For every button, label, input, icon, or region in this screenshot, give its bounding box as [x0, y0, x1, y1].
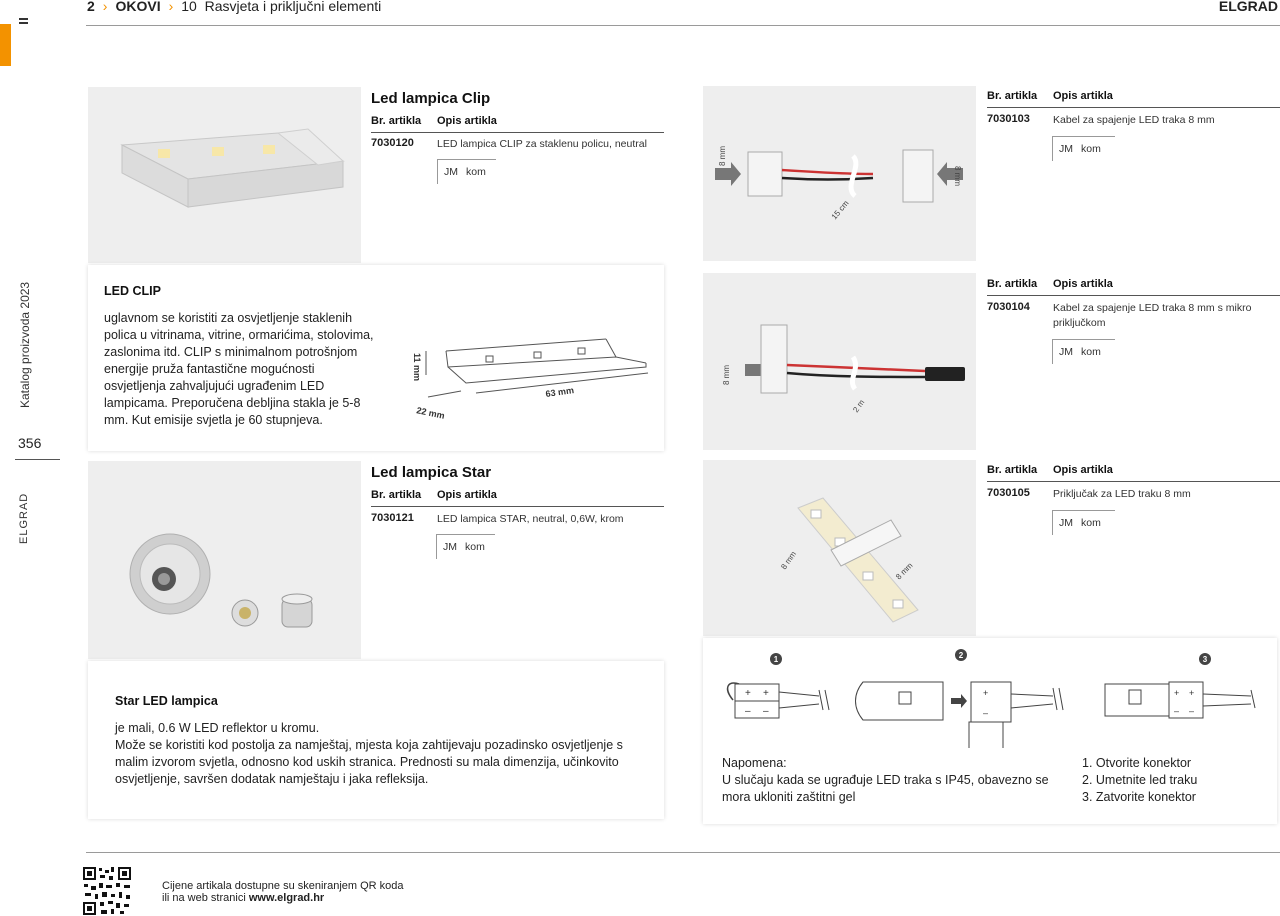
step-item: 1. Otvorite konektor: [1082, 756, 1192, 770]
installation-steps-list: [1082, 755, 1262, 806]
svg-text:–: –: [745, 706, 751, 717]
article-code: 7030105: [987, 487, 1030, 499]
cable-connector-illustration: [703, 86, 976, 261]
column-code: Br. artikla: [371, 489, 422, 501]
article-desc: LED lampica STAR, neutral, 0,6W, krom: [437, 513, 624, 525]
table-header: [987, 464, 1113, 476]
dim-label: 8 mm: [953, 166, 962, 186]
breadcrumb: [87, 0, 381, 14]
unit-label: JM: [444, 166, 458, 178]
chevron-right-icon: ›: [102, 0, 108, 14]
step-3-number: 3: [1202, 655, 1208, 664]
header-divider: [86, 25, 1280, 26]
footer-line-2-prefix: ili na web stranici: [162, 892, 249, 904]
svg-text:+: +: [763, 688, 769, 699]
dim-label: 8 mm: [718, 146, 727, 166]
product-image-cable-2m: [703, 273, 976, 450]
card-line: uglavnom se koristiti za osvjetljenje staklenih: [104, 311, 353, 325]
dim-label: 2 m: [851, 398, 867, 415]
rail-brand: ELGRAD: [18, 492, 30, 544]
article-code: 7030103: [987, 113, 1030, 125]
column-desc: Opis artikla: [1053, 90, 1113, 102]
table-header: [371, 115, 497, 127]
table-rule: [371, 506, 664, 507]
card-title: LED CLIP: [104, 284, 161, 298]
catalog-label: Katalog proizvoda 2023: [18, 281, 32, 408]
clip-description-card: [88, 265, 664, 451]
card-line: energije pruža fantastične mogućnosti: [104, 362, 315, 376]
dim-depth-label: 22 mm: [415, 405, 446, 421]
unit-box: [437, 159, 496, 184]
table-row: [371, 137, 647, 152]
card-line: lampicama. Preporučena debljina stakla je 5-8: [104, 396, 361, 410]
unit-box: [436, 534, 495, 559]
product-image-connector: [703, 460, 976, 636]
column-code: Br. artikla: [987, 278, 1038, 290]
qr-code-icon[interactable]: [82, 866, 132, 916]
installation-steps-card: [703, 638, 1277, 824]
column-code: Br. artikla: [987, 90, 1038, 102]
unit-label: JM: [443, 541, 457, 553]
article-desc: [1053, 301, 1251, 331]
note-line: mora ukloniti zaštitni gel: [722, 790, 856, 804]
card-body: [115, 720, 655, 788]
table-rule: [987, 107, 1280, 108]
website-link[interactable]: www.elgrad.hr: [248, 892, 325, 904]
step-item: 3. Zatvorite konektor: [1082, 790, 1196, 804]
chevron-right-icon: ›: [168, 0, 174, 14]
table-row: [987, 301, 1251, 331]
table-row: [987, 487, 1191, 502]
svg-text:+: +: [1174, 688, 1180, 698]
product-image-star: [88, 461, 361, 659]
dim-label: 8 mm: [894, 560, 915, 582]
rail-divider: [15, 459, 60, 460]
product-title: Led lampica Clip: [371, 90, 491, 107]
table-header: [371, 489, 497, 501]
unit-value: kom: [1081, 143, 1101, 155]
step-2-number: 2: [958, 651, 964, 660]
dim-label: 8 mm: [779, 549, 799, 572]
svg-text:+: +: [745, 688, 751, 699]
svg-text:–: –: [1189, 706, 1195, 716]
card-body: [104, 310, 394, 429]
svg-text:–: –: [763, 706, 769, 717]
unit-value: kom: [466, 166, 486, 178]
note-line: U slučaju kada se ugrađuje LED traka s IP45, obavezno se: [722, 773, 1049, 787]
article-desc-line: Kabel za spajenje LED traka 8 mm s mikro: [1053, 302, 1252, 314]
unit-label: JM: [1059, 346, 1073, 358]
card-line: Može se koristiti kod postolja za namještaj, mjesta koja zahtijevaju pozadinsko osvjetljenje s: [115, 738, 623, 752]
column-code: Br. artikla: [987, 464, 1038, 476]
svg-text:–: –: [983, 708, 989, 718]
table-header: [987, 90, 1113, 102]
unit-box: [1052, 136, 1115, 161]
unit-value: kom: [1081, 517, 1101, 529]
svg-text:+: +: [1189, 688, 1195, 698]
table-rule: [987, 481, 1280, 482]
unit-label: JM: [1059, 517, 1073, 529]
unit-value: kom: [1081, 346, 1101, 358]
menu-icon[interactable]: [19, 18, 28, 28]
article-code: 7030121: [371, 512, 414, 524]
star-light-illustration: [88, 461, 361, 659]
table-rule: [987, 295, 1280, 296]
footer-note: [162, 880, 404, 904]
product-image-clip: [88, 87, 361, 263]
page-number: 356: [18, 435, 42, 451]
card-line: zaslonima itd. CLIP s minimalnom potrošnjom: [104, 345, 358, 359]
section-tab-marker: [0, 24, 11, 66]
table-header: [987, 278, 1113, 290]
unit-box: [1052, 510, 1115, 535]
article-desc-line: priključkom: [1053, 317, 1106, 329]
article-desc: LED lampica CLIP za staklenu policu, neutral: [437, 138, 647, 150]
card-line: malim izvorom svjetla, odnosno kod uskih stranica. Prednosti su mala dimenzija, učinkovito: [115, 755, 619, 769]
card-title: Star LED lampica: [115, 694, 218, 708]
unit-value: kom: [465, 541, 485, 553]
breadcrumb-section-number[interactable]: 2: [87, 0, 95, 14]
column-desc: Opis artikla: [437, 115, 497, 127]
article-desc: Priključak za LED traku 8 mm: [1053, 488, 1191, 500]
product-image-cable-15cm: [703, 86, 976, 261]
clip-light-illustration: [88, 87, 361, 263]
step-1-number: 1: [773, 655, 779, 664]
card-line: je mali, 0.6 W LED reflektor u kromu.: [115, 721, 320, 735]
table-row: [371, 512, 624, 527]
article-code: 7030120: [371, 137, 414, 149]
installation-note: [722, 755, 1072, 806]
footer-line-2: [162, 892, 404, 904]
breadcrumb-section-name[interactable]: OKOVI: [115, 0, 161, 14]
cable-micro-connector-illustration: [703, 273, 976, 450]
header-brand: ELGRAD: [1218, 0, 1278, 14]
svg-text:+: +: [983, 688, 989, 698]
card-line: mm. Kut emisije svjetla je 60 stupnjeva.: [104, 413, 323, 427]
svg-text:–: –: [1174, 706, 1180, 716]
card-line: osvjetljenja zahvaljujući ugrađenim LED: [104, 379, 325, 393]
note-title: Napomena:: [722, 756, 787, 770]
star-description-card: [88, 661, 664, 819]
step-item: 2. Umetnite led traku: [1082, 773, 1198, 787]
column-desc: Opis artikla: [1053, 464, 1113, 476]
article-desc: Kabel za spajenje LED traka 8 mm: [1053, 114, 1215, 126]
article-code: 7030104: [987, 301, 1030, 313]
table-rule: [371, 132, 664, 133]
strip-connector-illustration: [703, 460, 976, 636]
table-row: [987, 113, 1215, 128]
installation-steps-diagram: [703, 638, 1277, 748]
product-title: Led lampica Star: [371, 464, 492, 481]
column-code: Br. artikla: [371, 115, 422, 127]
column-desc: Opis artikla: [1053, 278, 1113, 290]
dim-label: 15 cm: [829, 198, 851, 222]
dim-label: 8 mm: [722, 365, 731, 385]
column-desc: Opis artikla: [437, 489, 497, 501]
footer-line-1: Cijene artikala dostupne su skeniranjem QR koda: [162, 880, 404, 892]
footer-divider: [86, 852, 1280, 853]
dim-length-label: 63 mm: [544, 385, 575, 399]
card-line: polica u vitrinama, vitrine, ormarićima, stolovima,: [104, 328, 374, 342]
card-line: osvjetljenje, savršen dodatak namještaju i jaka refleksija.: [115, 772, 429, 786]
breadcrumb-subsection[interactable]: 10 Rasvjeta i priključni elementi: [181, 0, 382, 14]
unit-label: JM: [1059, 143, 1073, 155]
unit-box: [1052, 339, 1115, 364]
dim-height-label: 11 mm: [412, 353, 422, 382]
clip-dimension-drawing: [406, 331, 656, 431]
